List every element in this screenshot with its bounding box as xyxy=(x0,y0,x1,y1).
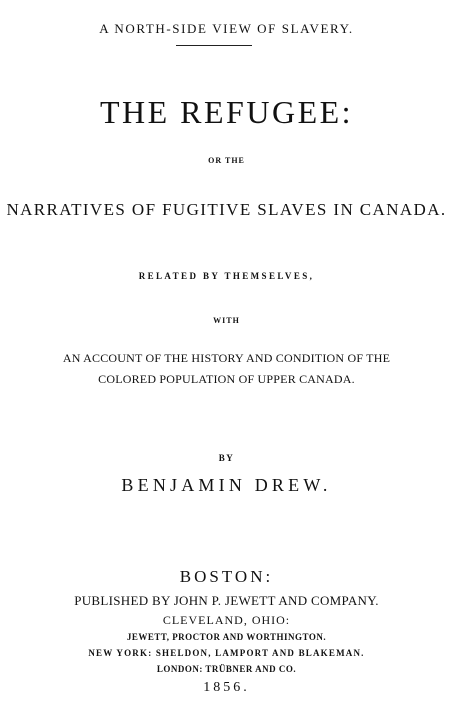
imprint-city: BOSTON: xyxy=(179,567,274,586)
account-line-2: COLORED POPULATION OF UPPER CANADA. xyxy=(98,372,355,386)
with-connector: WITH xyxy=(213,316,240,325)
or-the-connector: OR THE xyxy=(208,156,245,165)
london-publisher-line: LONDON: TRÜBNER AND CO. xyxy=(156,664,297,674)
short-rule-divider xyxy=(176,45,252,46)
series-heading: A NORTH-SIDE VIEW OF SLAVERY. xyxy=(99,21,354,36)
related-by-line: RELATED BY THEMSELVES, xyxy=(138,271,315,281)
account-line-1: AN ACCOUNT OF THE HISTORY AND CONDITION OF THE xyxy=(62,351,391,365)
by-connector: BY xyxy=(218,453,235,463)
cleveland-line: CLEVELAND, OHIO: xyxy=(162,613,291,627)
book-subtitle: NARRATIVES OF FUGITIVE SLAVES IN CANADA. xyxy=(6,200,447,219)
new-york-publisher-line: NEW YORK: SHELDON, LAMPORT AND BLAKEMAN. xyxy=(88,648,365,658)
cleveland-publisher-line: JEWETT, PROCTOR AND WORTHINGTON. xyxy=(126,632,327,642)
publisher-line: PUBLISHED BY JOHN P. JEWETT AND COMPANY. xyxy=(74,593,379,608)
publication-year: 1856. xyxy=(203,680,250,695)
author-name: BENJAMIN DREW. xyxy=(121,475,332,495)
book-title: THE REFUGEE: xyxy=(99,94,354,130)
